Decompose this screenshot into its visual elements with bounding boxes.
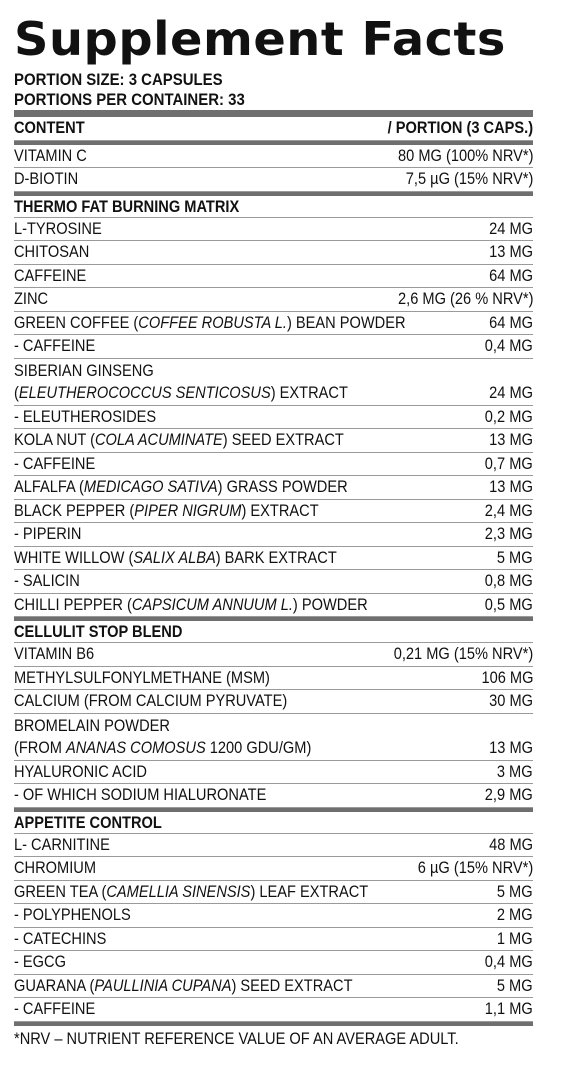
ingredient-row [14, 429, 533, 453]
portions-per-container: PORTIONS PER CONTAINER: 33 [14, 90, 245, 109]
ingredient-name: CHILLI PEPPER (CAPSICUM ANNUUM L.) POWDER [14, 594, 368, 614]
section-title-text: CELLULIT STOP BLEND [14, 622, 183, 641]
ingredient-amount: 64 MG [489, 312, 533, 332]
ingredient-row [14, 145, 533, 169]
ingredient-row [14, 998, 533, 1022]
ingredient-name: VITAMIN B6 [14, 644, 95, 663]
ingredient-amount: 2,6 MG (26 % NRV*) [397, 289, 533, 308]
section-title [14, 621, 533, 643]
section-title [14, 196, 533, 218]
ingredient-sections [14, 196, 533, 1026]
ingredient-row [14, 737, 533, 761]
ingredient-name: - SALICIN [14, 571, 80, 590]
ingredient-name: CHROMIUM [14, 858, 97, 877]
ingredient-amount: 13 MG [489, 242, 533, 261]
latin-name: ANANAS COMOSUS [65, 738, 206, 757]
panel-title: Supplement Facts [14, 12, 506, 66]
ingredient-amount: 48 MG [489, 834, 533, 854]
ingredient-name: KOLA NUT (COLA ACUMINATE) SEED EXTRACT [14, 430, 344, 449]
ingredient-row [14, 690, 533, 714]
ingredient-row [14, 975, 533, 999]
ingredient-row [14, 476, 533, 500]
header-content: CONTENT [14, 118, 85, 137]
ingredient-amount: 2,9 MG [485, 785, 533, 804]
ingredient-row [14, 312, 533, 336]
ingredient-amount: 13 MG [489, 477, 533, 496]
ingredient-name: - CAFFEINE [14, 336, 96, 355]
ingredient-amount: 2,4 MG [485, 500, 533, 520]
ingredient-amount: 6 µG (15% NRV*) [417, 858, 533, 877]
ingredient-name: - POLYPHENOLS [14, 905, 131, 924]
ingredient-amount: 80 MG (100% NRV*) [397, 145, 533, 165]
ingredient-amount: 5 MG [497, 881, 533, 901]
ingredient-amount: 0,7 MG [485, 453, 533, 473]
ingredient-amount: 0,4 MG [485, 952, 533, 971]
ingredient-amount: 0,21 MG (15% NRV*) [393, 644, 533, 663]
ingredient-row [14, 523, 533, 547]
latin-name: PAULLINIA CUPANA [94, 975, 232, 995]
portion-size: PORTION SIZE: 3 CAPSULES [14, 70, 223, 89]
ingredient-amount: 7,5 µG (15% NRV*) [405, 169, 533, 188]
ingredient-name: - CATECHINS [14, 928, 107, 948]
ingredient-amount: 1,1 MG [485, 999, 533, 1018]
ingredient-name: - ELEUTHEROSIDES [14, 406, 157, 426]
ingredient-row [14, 761, 533, 785]
ingredient-name: - CAFFEINE [14, 453, 96, 473]
footnote [14, 1026, 533, 1052]
ingredient-name: VITAMIN C [14, 145, 87, 165]
ingredient-name: METHYLSULFONYLMETHANE (MSM) [14, 667, 270, 687]
ingredient-amount: 24 MG [489, 218, 533, 238]
ingredient-name: - CAFFEINE [14, 999, 96, 1018]
ingredient-amount: 1 MG [497, 928, 533, 948]
ingredient-name: GREEN COFFEE (COFFEE ROBUSTA L.) BEAN POWDER [14, 312, 406, 332]
ingredient-row [14, 359, 533, 383]
latin-name: CAMELLIA SINENSIS [106, 881, 251, 901]
ingredient-amount: 24 MG [489, 383, 533, 402]
ingredient-row [14, 714, 533, 738]
ingredient-amount: 0,4 MG [485, 336, 533, 355]
latin-name: MEDICAGO SATIVA [83, 477, 218, 496]
ingredient-amount: 0,5 MG [485, 594, 533, 614]
ingredient-name: ZINC [14, 289, 49, 308]
ingredient-row [14, 881, 533, 905]
ingredient-row [14, 382, 533, 406]
ingredient-row [14, 594, 533, 618]
ingredient-name: BROMELAIN POWDER [14, 715, 170, 735]
ingredient-name: BLACK PEPPER (PIPER NIGRUM) EXTRACT [14, 500, 319, 520]
ingredient-row [14, 265, 533, 289]
ingredient-name: D-BIOTIN [14, 169, 79, 188]
latin-name: CAPSICUM ANNUUM L. [131, 594, 293, 614]
ingredient-name: ALFALFA (MEDICAGO SATIVA) GRASS POWDER [14, 477, 348, 496]
section-title-text: THERMO FAT BURNING MATRIX [14, 196, 240, 216]
ingredient-row [14, 218, 533, 242]
ingredient-name: WHITE WILLOW (SALIX ALBA) BARK EXTRACT [14, 547, 337, 567]
ingredient-name: - EGCG [14, 952, 66, 971]
latin-name: COLA ACUMINATE [94, 430, 223, 449]
ingredient-row [14, 288, 533, 312]
latin-name: PIPER NIGRUM [134, 500, 242, 520]
ingredient-name: GREEN TEA (CAMELLIA SINENSIS) LEAF EXTRACT [14, 881, 369, 901]
ingredient-amount: 30 MG [489, 691, 533, 710]
column-header [14, 117, 533, 141]
ingredient-name: HYALURONIC ACID [14, 761, 147, 781]
supplement-facts-panel [14, 8, 533, 1052]
ingredient-amount: 0,2 MG [485, 406, 533, 426]
ingredient-row [14, 547, 533, 571]
ingredient-name: L-TYROSINE [14, 218, 102, 238]
latin-name: COFFEE ROBUSTA L. [138, 312, 287, 332]
ingredient-row [14, 643, 533, 667]
ingredient-amount: 5 MG [497, 975, 533, 995]
ingredient-row [14, 168, 533, 192]
ingredient-name: - PIPERIN [14, 524, 82, 543]
ingredient-row [14, 241, 533, 265]
latin-name: ELEUTHEROCOCCUS SENTICOSUS [18, 383, 271, 402]
ingredient-name: (ELEUTHEROCOCCUS SENTICOSUS) EXTRACT [14, 383, 348, 402]
ingredient-name: L- CARNITINE [14, 834, 110, 854]
ingredient-row [14, 951, 533, 975]
ingredient-row [14, 335, 533, 359]
section-title-text: APPETITE CONTROL [14, 812, 162, 832]
ingredient-name: - OF WHICH SODIUM HIALURONATE [14, 785, 267, 804]
ingredient-name: GUARANA (PAULLINIA CUPANA) SEED EXTRACT [14, 975, 353, 995]
ingredient-row [14, 500, 533, 524]
ingredient-name: (FROM ANANAS COMOSUS 1200 GDU/GM) [14, 738, 312, 757]
ingredient-amount: 13 MG [489, 738, 533, 757]
ingredient-amount: 0,8 MG [485, 571, 533, 590]
ingredient-name: CALCIUM (FROM CALCIUM PYRUVATE) [14, 691, 288, 710]
ingredient-amount: 2 MG [497, 905, 533, 924]
ingredient-amount: 2,3 MG [485, 524, 533, 543]
ingredient-row [14, 667, 533, 691]
ingredient-name: CHITOSAN [14, 242, 90, 261]
ingredient-row [14, 453, 533, 477]
section-title [14, 812, 533, 834]
vitamin-list [14, 145, 533, 192]
ingredient-row [14, 904, 533, 928]
ingredient-amount: 64 MG [489, 265, 533, 285]
ingredient-row [14, 857, 533, 881]
header-per-portion: / PORTION (3 CAPS.) [387, 118, 533, 137]
footnote-text: *NRV – NUTRIENT REFERENCE VALUE OF AN AVERAGE ADULT. [14, 1028, 459, 1048]
ingredient-amount: 5 MG [497, 547, 533, 567]
ingredient-name: CAFFEINE [14, 265, 87, 285]
ingredient-amount: 13 MG [489, 430, 533, 449]
ingredient-amount: 106 MG [480, 667, 533, 687]
ingredient-row [14, 928, 533, 952]
ingredient-name: SIBERIAN GINSENG [14, 360, 154, 380]
latin-name: SALIX ALBA [133, 547, 216, 567]
ingredient-row [14, 834, 533, 858]
ingredient-row [14, 570, 533, 594]
ingredient-row [14, 784, 533, 808]
ingredient-row [14, 406, 533, 430]
ingredient-amount: 3 MG [497, 761, 533, 781]
